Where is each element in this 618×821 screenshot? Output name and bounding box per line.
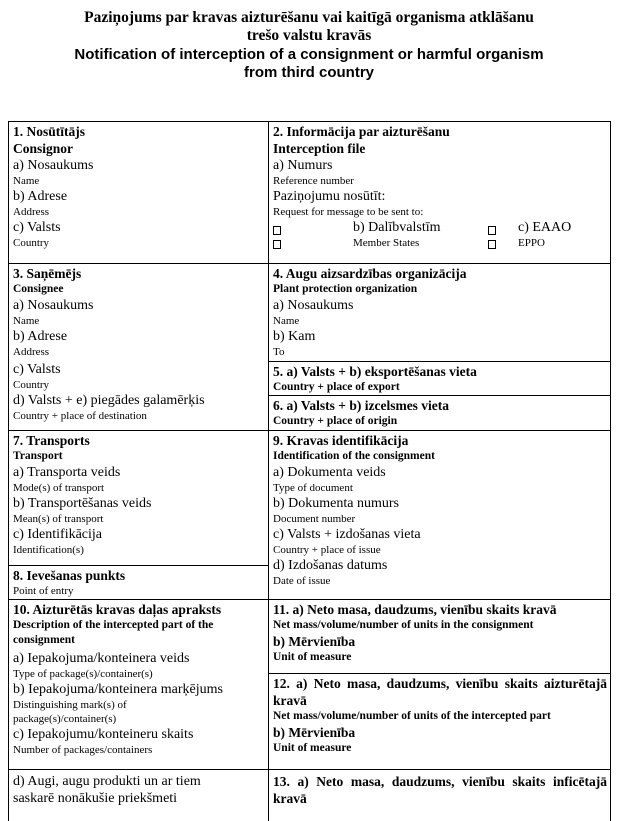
plants-products-label: d) Augi, augu produkti un ar tiem saskarē nonākušie priekšmeti <box>13 774 201 806</box>
document-type-label-en: Type of document <box>273 482 353 494</box>
box4-heading: 4. Augu aizsardzības organizācija <box>273 266 467 281</box>
box-place-of-export <box>273 363 607 395</box>
box-consignment-quantity <box>273 601 607 665</box>
box-infected-quantity <box>273 773 607 807</box>
box6-heading-en: Country + place of origin <box>273 415 398 427</box>
box8-heading-en: Point of entry <box>13 585 74 597</box>
box8-heading: 8. Ievešanas punkts <box>13 568 126 583</box>
title-lv-line1: Paziņojums par kravas aizturēšanu vai kaitīgā organisma atklāšanu <box>84 9 534 26</box>
org-to-label: b) Kam <box>273 329 316 344</box>
package-count-label: c) Iepakojumu/konteineru skaits <box>13 727 194 742</box>
org-name-label-en: Name <box>273 315 300 327</box>
form-table <box>8 121 611 821</box>
date-of-issue-label: d) Izdošanas datums <box>273 558 388 573</box>
row-divider <box>9 769 611 770</box>
consignee-name-label-en: Name <box>13 315 40 327</box>
document-number-label-en: Document number <box>273 513 356 525</box>
consignor-name-label-en: Name <box>13 175 40 187</box>
row-divider <box>269 395 611 396</box>
box-point-of-entry <box>13 567 265 598</box>
box-consignee <box>13 265 265 423</box>
box-consignor <box>13 123 265 250</box>
box11-unit-label: b) Mērvienība <box>273 634 356 649</box>
transport-means-label: b) Transportēšanas veids <box>13 496 152 511</box>
box-plant-protection-org <box>273 265 607 359</box>
package-marks-label-en: Distinguishing mark(s) of package(s)/container(s) <box>13 699 127 725</box>
row-divider <box>9 430 611 431</box>
transport-id-label-en: Identification(s) <box>13 544 84 556</box>
org-name-label: a) Nosaukums <box>273 298 354 313</box>
consignor-country-label-en: Country <box>13 237 50 249</box>
box11-unit-label-en: Unit of measure <box>273 651 352 663</box>
box10-heading-en: Description of the intercepted part of the consignment <box>13 619 214 646</box>
send-to-label: Paziņojumu nosūtīt: <box>273 189 386 204</box>
destination-label: d) Valsts + e) piegādes galamērķis <box>13 393 205 408</box>
title-en-line1: Notification of interception of a consignment or harmful organism <box>74 46 544 63</box>
box12-unit-label: b) Mērvienība <box>273 725 356 740</box>
document-number-label: b) Dokumenta numurs <box>273 496 399 511</box>
box5-heading-en: Country + place of export <box>273 381 400 393</box>
option-eppo-en: EPPO <box>518 237 545 249</box>
box10-heading: 10. Aizturētās kravas daļas apraksts <box>13 602 222 617</box>
box13-heading: 13. a) Neto masa, daudzums, vienību skaits inficētajā kravā <box>273 774 607 806</box>
consignee-country-label-en: Country <box>13 379 50 391</box>
box12-heading: 12. a) Neto masa, daudzums, vienību skaits aizturētajā kravā <box>273 676 607 708</box>
box-interception-file <box>273 123 607 250</box>
box-consignment-identification <box>273 432 607 588</box>
box-intercepted-quantity <box>273 675 607 756</box>
box-transport <box>13 432 265 557</box>
checkbox-eppo[interactable] <box>488 240 496 249</box>
consignor-address-label-en: Address <box>13 206 50 218</box>
row-divider <box>269 361 611 362</box>
box6-heading: 6. a) Valsts + b) izcelsmes vieta <box>273 398 450 413</box>
box9-heading-en: Identification of the consignment <box>273 450 435 462</box>
recipient-options-row <box>273 219 607 236</box>
date-of-issue-label-en: Date of issue <box>273 575 331 587</box>
box1-heading: 1. Nosūtītājs <box>13 124 86 139</box>
box2-heading: 2. Informācija par aizturēšanu <box>273 124 450 139</box>
consignor-name-label: a) Nosaukums <box>13 158 94 173</box>
reference-number-label-en: Reference number <box>273 175 354 187</box>
box-place-of-origin <box>273 397 607 429</box>
box12-heading-en: Net mass/volume/number of units of the intercepted part <box>273 710 551 722</box>
reference-number-label: a) Numurs <box>273 158 333 173</box>
package-marks-label: b) Iepakojuma/konteinera marķējums <box>13 682 223 697</box>
transport-mode-label: a) Transporta veids <box>13 465 121 480</box>
option-eppo: c) EAAO <box>518 220 572 235</box>
package-count-label-en: Number of packages/containers <box>13 744 153 756</box>
recipient-options-en-row <box>273 236 607 250</box>
box-intercepted-part-description <box>13 601 265 757</box>
consignee-address-label: b) Adrese <box>13 329 68 344</box>
place-of-issue-label-en: Country + place of issue <box>273 544 381 556</box>
box3-heading-en: Consignee <box>13 283 64 295</box>
row-divider <box>9 263 611 264</box>
checkbox-member-states[interactable] <box>488 226 496 235</box>
box-plants-products <box>13 773 243 807</box>
transport-id-label: c) Identifikācija <box>13 527 103 542</box>
box11-heading-en: Net mass/volume/number of units in the consignment <box>273 619 534 631</box>
box11-heading: 11. a) Neto masa, daudzums, vienību skaits kravā <box>273 602 557 617</box>
row-divider <box>9 599 611 600</box>
org-to-label-en: To <box>273 346 285 358</box>
consignee-name-label: a) Nosaukums <box>13 298 94 313</box>
consignor-country-label: c) Valsts <box>13 220 61 235</box>
box9-heading: 9. Kravas identifikācija <box>273 433 409 448</box>
box1-heading-en: Consignor <box>13 141 74 156</box>
box5-heading: 5. a) Valsts + b) eksportēšanas vieta <box>273 364 477 379</box>
box3-heading: 3. Saņēmējs <box>13 266 82 281</box>
consignee-address-label-en: Address <box>13 346 50 358</box>
package-type-label-en: Type of package(s)/container(s) <box>13 668 153 680</box>
box7-heading: 7. Transports <box>13 433 90 448</box>
option-member-states: b) Dalībvalstīm <box>353 220 441 235</box>
place-of-issue-label: c) Valsts + izdošanas vieta <box>273 527 421 542</box>
transport-mode-label-en: Mode(s) of transport <box>13 482 105 494</box>
column-divider <box>268 122 269 821</box>
box7-heading-en: Transport <box>13 450 63 462</box>
title-lv-line2: trešo valstu kravās <box>246 27 372 44</box>
box4-heading-en: Plant protection organization <box>273 283 418 295</box>
destination-label-en: Country + place of destination <box>13 410 147 422</box>
row-divider <box>9 565 269 566</box>
document-type-label: a) Dokumenta veids <box>273 465 386 480</box>
checkbox-recipient-a[interactable] <box>273 226 281 235</box>
package-type-label: a) Iepakojuma/konteinera veids <box>13 651 190 666</box>
consignor-address-label: b) Adrese <box>13 189 68 204</box>
option-member-states-en: Member States <box>353 237 420 249</box>
send-to-label-en: Request for message to be sent to: <box>273 206 424 218</box>
box12-unit-label-en: Unit of measure <box>273 742 352 754</box>
row-divider <box>269 673 611 674</box>
transport-means-label-en: Mean(s) of transport <box>13 513 104 525</box>
title-en-line2: from third country <box>244 64 374 81</box>
consignee-country-label: c) Valsts <box>13 362 61 377</box>
box2-heading-en: Interception file <box>273 141 366 156</box>
checkbox-recipient-d[interactable] <box>273 240 281 249</box>
